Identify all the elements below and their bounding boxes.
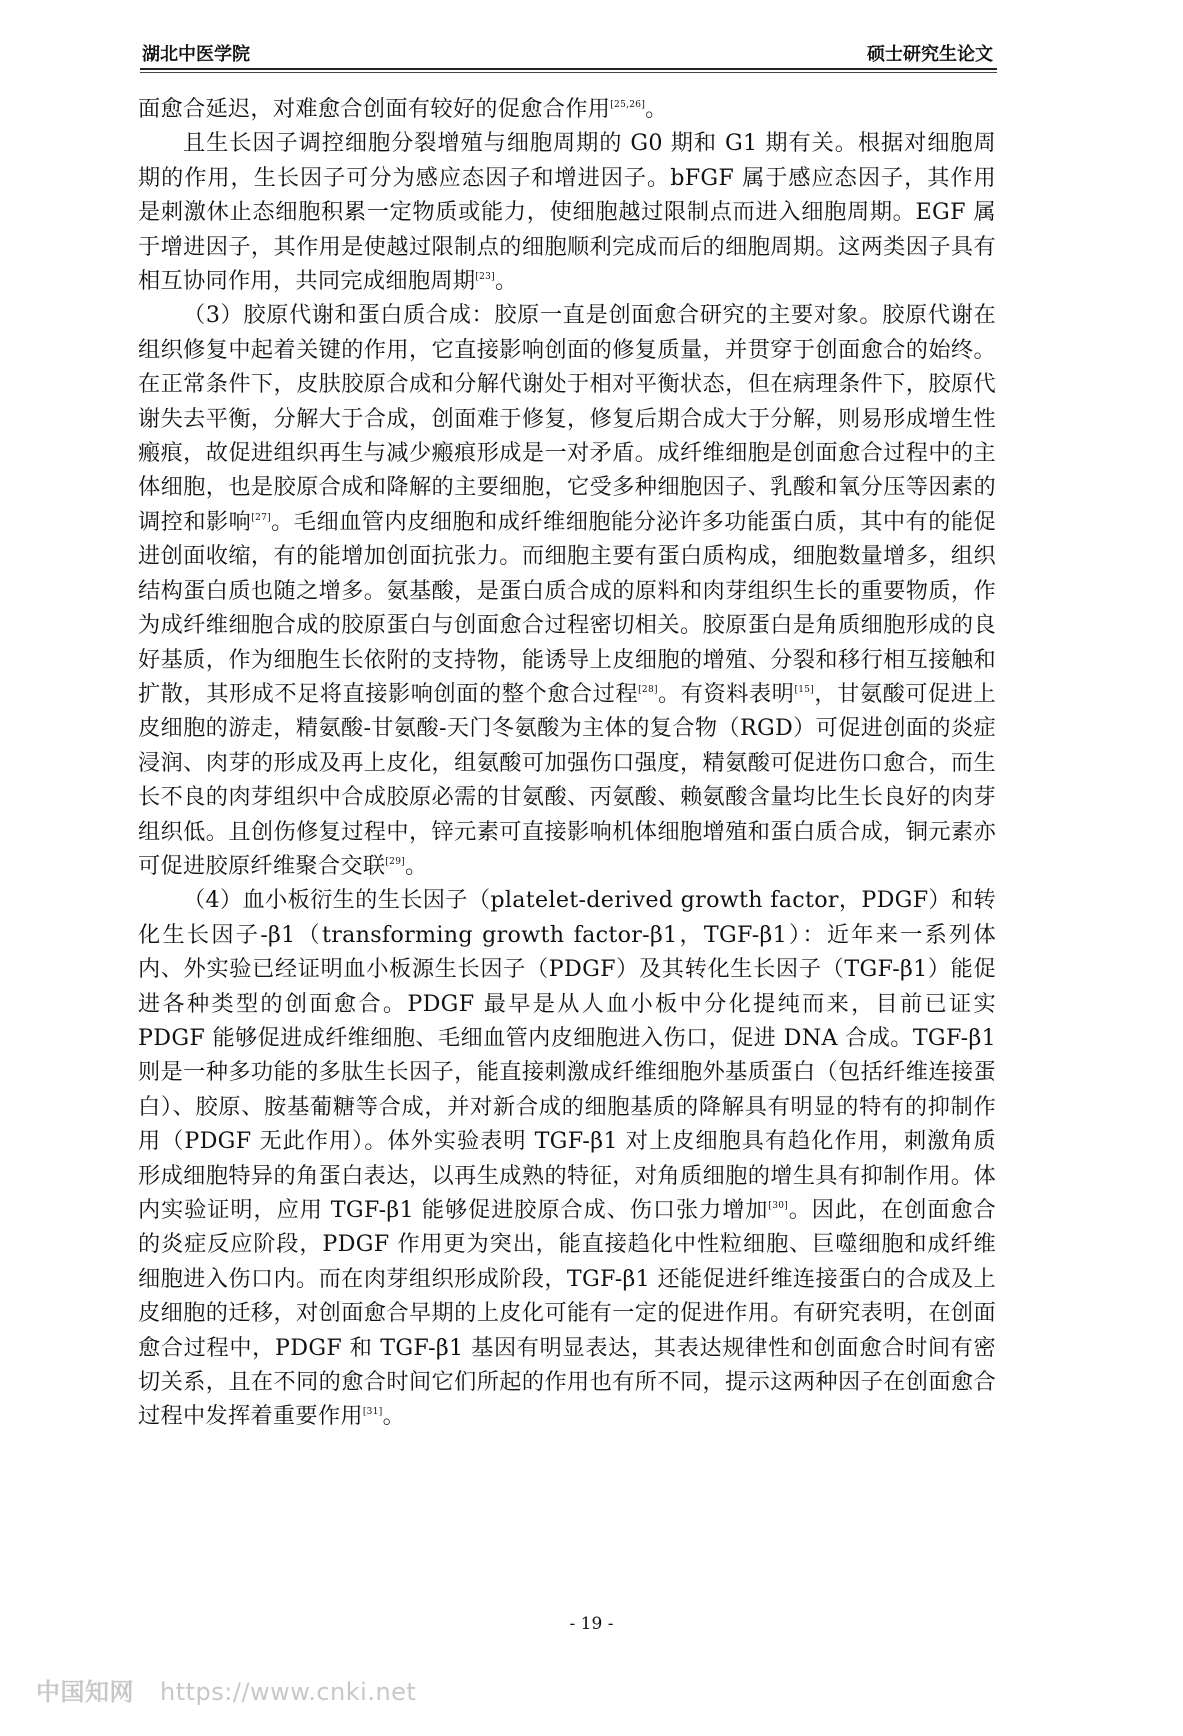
cnki-logo: 中国知网 [36, 1678, 134, 1706]
page-number: - 19 - [569, 1614, 614, 1634]
citation: [30] [768, 1201, 789, 1211]
header-divider [140, 72, 997, 73]
citation: [25,26] [610, 100, 646, 110]
citation: [27] [251, 512, 271, 523]
body-text [138, 92, 996, 1434]
paragraph-continuation: 面愈合延迟，对难愈合创面有较好的促愈合作用[25,26]。 [138, 96, 668, 122]
paragraph-collagen: （3）胶原代谢和蛋白质合成：胶原一直是创面愈合研究的主要对象。胶原代谢在组织修复中起着关键的作用，它直接影响创面的修复质量，并贯穿于创面愈合的始终。在正常条件下，皮肤胶原合成和分解代谢处于相对平衡状态，但在病理条件下，胶原代谢失去平衡，分解大于合成，创面难于修复，修复后期合成大于分解，则易形成增生性瘢痕，故促进组织再生与减少瘢痕形成是一对矛盾。成纤维细胞是创面愈合过程中的主体细胞，也是胶原合成和降解的主要细胞，它受多种细胞因子、乳酸和氧分压等因素的调控和影响[27]。毛细血管内皮细胞和成纤维细胞能分泌许多功能蛋白质，其中有的能促进创面收缩，有的能增加创面抗张力。而细胞主要有蛋白质构成，细胞数量增多，组织结构蛋白质也随之增多。氨基酸，是蛋白质合成的原料和肉芽组织生长的重要物质，作为成纤维细胞合成的胶原蛋白与创面愈合过程密切相关。胶原蛋白是角质细胞形成的良好基质，作为细胞生长依附的支持物，能诱导上皮细胞的增殖、分裂和移行相互接触和扩散，其形成不足将直接影响创面的整个愈合过程[28]。有资料表明[15]，甘氨酸可促进上皮细胞的游走，精氨酸-甘氨酸-天门冬氨酸为主体的复合物（RGD）可促进创面的炎症浸润、肉芽的形成及再上皮化，组氨酸可加强伤口强度，精氨酸可促进伤口愈合，而生长不良的肉芽组织中合成胶原必需的甘氨酸、丙氨酸、赖氨酸含量均比生长良好的肉芽组织低。且创伤修复过程中，锌元素可直接影响机体细胞增殖和蛋白质合成，铜元素亦可促进胶原纤维聚合交联[29]。 [138, 302, 997, 879]
citation: [23] [475, 272, 495, 283]
cnki-watermark [36, 1672, 416, 1707]
header-doc-type: 硕士研究生论文 [867, 44, 993, 65]
paragraph-pdgf-tgf: （4）血小板衍生的生长因子（platelet-derived growth factor，PDGF）和转化生长因子-β1（transforming growth factor-β1，TGF-β1）：近年来一系列体内、外实验已经证明血小板源生长因子（PDGF）及其转化生长因子（TGF-β1）能促进各种类型的创面愈合。PDGF 最早是从人血小板中分化提纯而来，目前已证实 PDGF 能够促进成纤维细胞、毛细血管内皮细胞进入伤口，促进 DNA 合成。TGF-β1 则是一种多功能的多肽生长因子，能直接刺激成纤维细胞外基质蛋白（包括纤维连接蛋白）、胶原、胺基葡糖等合成，并对新合成的细胞基质的降解具有明显的特有的抑制作用（PDGF 无此作用）。体外实验表明 TGF-β1 对上皮细胞具有趋化作用，刺激角质形成细胞特异的角蛋白表达，以再生成熟的特征，对角质细胞的增生具有抑制作用。体内实验证明，应用 TGF-β1 能够促进胶原合成、伤口张力增加[30]。因此，在创面愈合的炎症反应阶段，PDGF 作用更为突出，能直接趋化中性粒细胞、巨噬细胞和成纤维细胞进入伤口内。而在肉芽组织形成阶段，TGF-β1 还能促进纤维连接蛋白的合成及上皮细胞的迁移，对创面愈合早期的上皮化可能有一定的促进作用。有研究表明，在创面愈合过程中，PDGF 和 TGF-β1 基因有明显表达，其表达规律性和创面愈合时间有密切关系，且在不同的愈合时间它们所起的作用也有所不同，提示这两种因子在创面愈合过程中发挥着重要作用[31]。 [138, 887, 996, 1430]
citation: [31] [362, 1407, 383, 1418]
header-institution: 湖北中医学院 [142, 44, 250, 65]
citation: [29] [385, 856, 406, 867]
citation: [28] [638, 684, 658, 695]
citation: [15] [794, 684, 815, 695]
paragraph-cell-cycle: 且生长因子调控细胞分裂增殖与细胞周期的 G0 期和 G1 期有关。根据对细胞周期的作用，生长因子可分为感应态因子和增进因子。bFGF 属于感应态因子，其作用是刺激休止态细胞积累一定物质或能力，使细胞越过限制点而进入细胞周期。EGF 属于增进因子，其作用是使越过限制点的细胞顺利完成而后的细胞周期。这两类因子具有相互协同作用，共同完成细胞周期[23]。 [138, 130, 996, 295]
page-header [140, 38, 997, 70]
cnki-url: https://www.cnki.net [160, 1678, 417, 1706]
